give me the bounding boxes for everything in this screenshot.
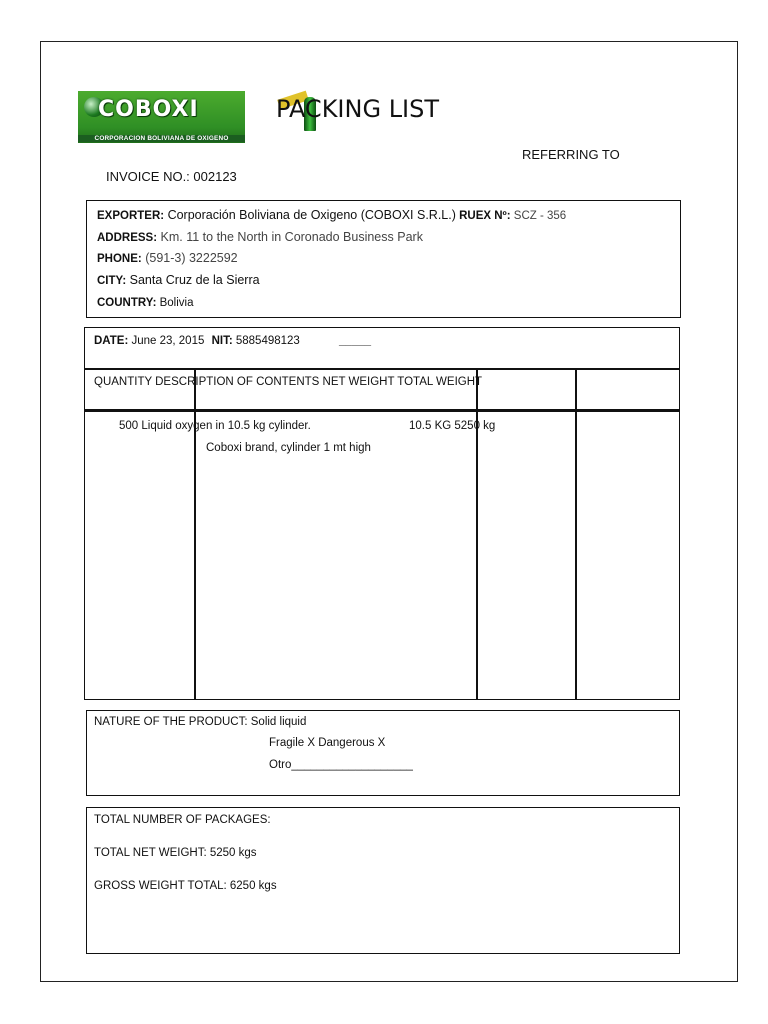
gross-weight-total: GROSS WEIGHT TOTAL: 6250 kgs: [94, 880, 277, 892]
nit-label: NIT:: [211, 335, 233, 347]
total-net-weight: TOTAL NET WEIGHT: 5250 kgs: [94, 847, 257, 859]
exporter-line: [97, 208, 566, 222]
item-row-1: 500 Liquid oxygen in 10.5 kg cylinder.: [119, 420, 311, 432]
col-divider-3: [575, 368, 577, 700]
referring-to: REFERRING TO: [522, 147, 620, 162]
ruex-label: RUEX Nº:: [455, 210, 511, 222]
logo-srl: S.R.L.: [264, 113, 282, 119]
country-label: COUNTRY:: [97, 297, 157, 309]
document-title: PACKING LIST: [276, 95, 440, 123]
invoice-number: INVOICE NO.: 002123: [106, 169, 237, 184]
date-line: [94, 335, 371, 347]
other-line: Otro___________________: [269, 759, 413, 771]
date-value: June 23, 2015: [128, 335, 205, 347]
row-divider-2: [84, 409, 680, 412]
col-divider-2: [476, 368, 478, 700]
table-header: QUANTITY DESCRIPTION OF CONTENTS NET WEIGHT TOTAL WEIGHT: [94, 376, 483, 388]
phone-value: (591-3) 3222592: [141, 251, 238, 265]
city-label: CITY:: [97, 275, 127, 287]
col-divider-1: [194, 368, 196, 700]
company-logo: [78, 91, 282, 143]
item-row-1-weights: 10.5 KG 5250 kg: [409, 420, 496, 432]
ruex-value: SCZ - 356: [510, 210, 567, 222]
country-line: [97, 295, 194, 309]
country-value: Bolivia: [156, 297, 194, 309]
phone-line: [97, 251, 238, 265]
total-packages: TOTAL NUMBER OF PACKAGES:: [94, 814, 271, 826]
fragile-line: Fragile X Dangerous X: [269, 737, 386, 749]
address-value: Km. 11 to the North in Coronado Business Park: [157, 230, 423, 244]
logo-word: COBOXI: [98, 97, 199, 122]
date-blank: _____: [339, 335, 372, 347]
city-line: [97, 273, 260, 287]
item-row-2: Coboxi brand, cylinder 1 mt high: [206, 442, 371, 454]
nature-line: NATURE OF THE PRODUCT: Solid liquid: [94, 716, 307, 728]
exporter-value: Corporación Boliviana de Oxigeno (COBOXI S.R.L.): [164, 208, 456, 222]
date-label: DATE:: [94, 335, 129, 347]
exporter-label: EXPORTER:: [97, 210, 165, 222]
phone-label: PHONE:: [97, 253, 142, 265]
logo-subtitle: CORPORACION BOLIVIANA DE OXIGENO: [78, 135, 245, 142]
city-value: Santa Cruz de la Sierra: [126, 273, 260, 287]
address-label: ADDRESS:: [97, 232, 158, 244]
nit-value: 5885498123: [232, 335, 300, 347]
row-divider-1: [84, 368, 680, 370]
address-line: [97, 230, 423, 244]
